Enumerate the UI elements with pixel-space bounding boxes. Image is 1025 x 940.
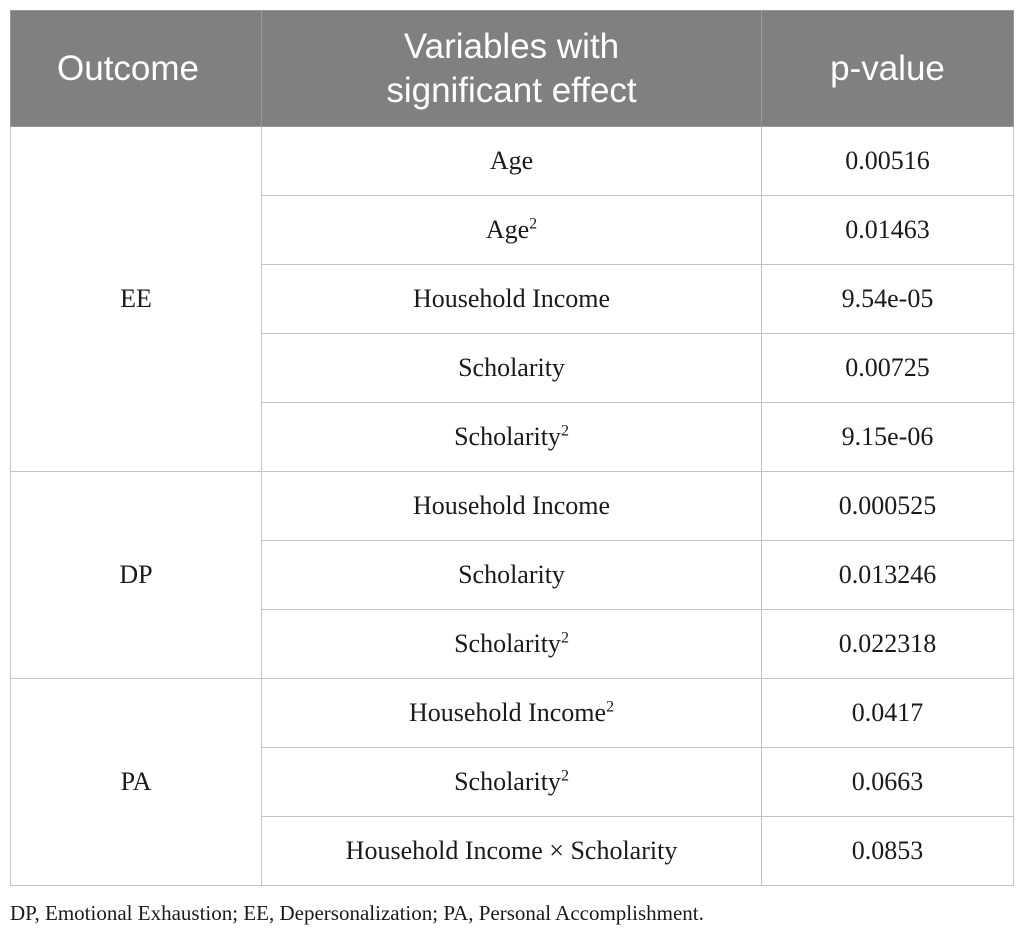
variable-sup: 2	[606, 698, 615, 716]
variable-cell	[262, 472, 762, 541]
table-row	[11, 472, 1014, 541]
variable-sup: 2	[560, 422, 569, 440]
variable-cell	[262, 679, 762, 748]
variable-text: Age	[489, 146, 534, 175]
header-variables	[262, 11, 762, 127]
pvalue-cell: 9.54e-05	[762, 265, 1014, 334]
variable-cell	[262, 403, 762, 472]
pvalue-cell: 0.0417	[762, 679, 1014, 748]
table-body	[11, 127, 1014, 886]
variable-cell	[262, 334, 762, 403]
outcome-cell: PA	[11, 679, 262, 886]
pvalue-cell: 0.0853	[762, 817, 1014, 886]
variable-text: Household Income	[412, 284, 611, 313]
variable-text: Household Income	[412, 491, 611, 520]
table-row	[11, 679, 1014, 748]
variable-cell	[262, 541, 762, 610]
variable-sup: 2	[529, 215, 538, 233]
variable-sup: 2	[560, 767, 569, 785]
variable-cell	[262, 265, 762, 334]
pvalue-cell: 0.000525	[762, 472, 1014, 541]
outcome-cell: EE	[11, 127, 262, 472]
outcome-cell: DP	[11, 472, 262, 679]
pvalue-cell: 0.00516	[762, 127, 1014, 196]
variable-cell	[262, 127, 762, 196]
pvalue-cell: 0.01463	[762, 196, 1014, 265]
pvalue-cell: 9.15e-06	[762, 403, 1014, 472]
header-pvalue: p-value	[762, 11, 1014, 127]
variable-text: Scholarity	[454, 422, 561, 451]
variable-text: Scholarity	[458, 560, 565, 589]
variable-cell	[262, 196, 762, 265]
pvalue-cell: 0.022318	[762, 610, 1014, 679]
pvalue-cell: 0.00725	[762, 334, 1014, 403]
header-outcome: Outcome	[11, 11, 262, 127]
variable-text: Scholarity	[454, 767, 561, 796]
variable-sup: 2	[560, 629, 569, 647]
variable-cell	[262, 748, 762, 817]
pvalue-cell: 0.0663	[762, 748, 1014, 817]
table-row	[11, 127, 1014, 196]
header-row	[11, 11, 1014, 127]
variable-cell	[262, 610, 762, 679]
variable-text: Household Income	[408, 698, 607, 727]
header-variables-line1: Variables with	[403, 26, 620, 66]
variable-text: Age	[485, 215, 530, 244]
pvalue-cell: 0.013246	[762, 541, 1014, 610]
table-footnote: DP, Emotional Exhaustion; EE, Depersonalization; PA, Personal Accomplishment.	[10, 901, 704, 925]
table-header	[11, 11, 1014, 127]
variable-text: Scholarity	[458, 353, 565, 382]
results-table	[10, 10, 1014, 886]
variable-text: Household Income × Scholarity	[345, 836, 678, 865]
header-variables-line2: significant effect	[386, 70, 637, 110]
variable-text: Scholarity	[454, 629, 561, 658]
variable-cell	[262, 817, 762, 886]
